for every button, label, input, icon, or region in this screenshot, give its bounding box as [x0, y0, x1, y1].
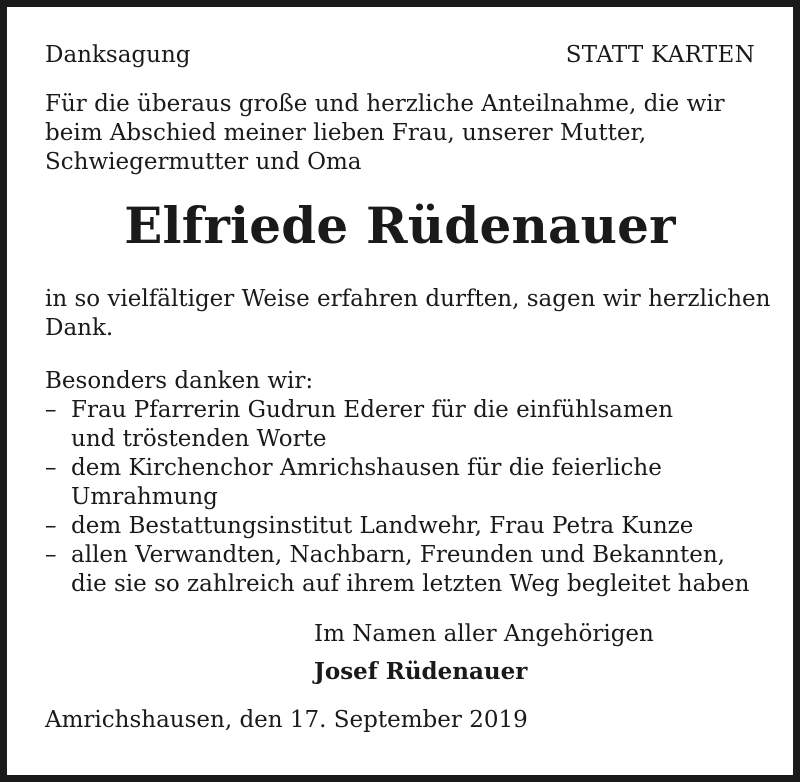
list-item-line: dem Bestattungsinstitut Landwehr, Frau Petra Kunze — [71, 513, 694, 539]
place-and-date: Amrichshausen, den 17. September 2019 — [45, 707, 528, 733]
list-dash: – — [45, 397, 57, 423]
list-dash: – — [45, 542, 57, 568]
header-statt-karten: STATT KARTEN — [565, 42, 755, 68]
intro-line: Für die überaus große und herzliche Anteilnahme, die wir — [45, 91, 725, 117]
list-item — [45, 512, 749, 541]
intro-line: Schwiegermutter und Oma — [45, 149, 362, 175]
list-dash: – — [45, 513, 57, 539]
intro-paragraph — [45, 90, 725, 177]
signature-label: Im Namen aller Angehörigen — [314, 621, 654, 647]
list-item-line: Frau Pfarrerin Gudrun Ederer für die einfühlsamen — [71, 397, 674, 423]
list-item-line: allen Verwandten, Nachbarn, Freunden und Bekannten, — [71, 542, 725, 568]
list-item-line: dem Kirchenchor Amrichshausen für die feierliche — [71, 455, 662, 481]
list-item — [45, 454, 749, 512]
thanks-line: in so vielfältiger Weise erfahren durften, sagen wir herzlichen — [45, 286, 771, 312]
signature-name: Josef Rüdenauer — [314, 658, 528, 685]
list-item-line: die sie so zahlreich auf ihrem letzten Weg begleitet haben — [71, 571, 750, 597]
thanks-paragraph — [45, 285, 770, 343]
list-dash: – — [45, 455, 57, 481]
list-item — [45, 541, 749, 599]
list-item-line: und tröstenden Worte — [71, 426, 327, 452]
special-thanks-label: Besonders danken wir: — [45, 368, 314, 394]
list-item — [45, 396, 749, 454]
special-thanks-list — [45, 396, 749, 599]
list-item-line: Umrahmung — [71, 484, 218, 510]
deceased-name: Elfriede Rüdenauer — [124, 196, 676, 255]
thanks-line: Dank. — [45, 315, 114, 341]
header-title: Danksagung — [45, 42, 191, 68]
intro-line: beim Abschied meiner lieben Frau, unserer Mutter, — [45, 120, 647, 146]
